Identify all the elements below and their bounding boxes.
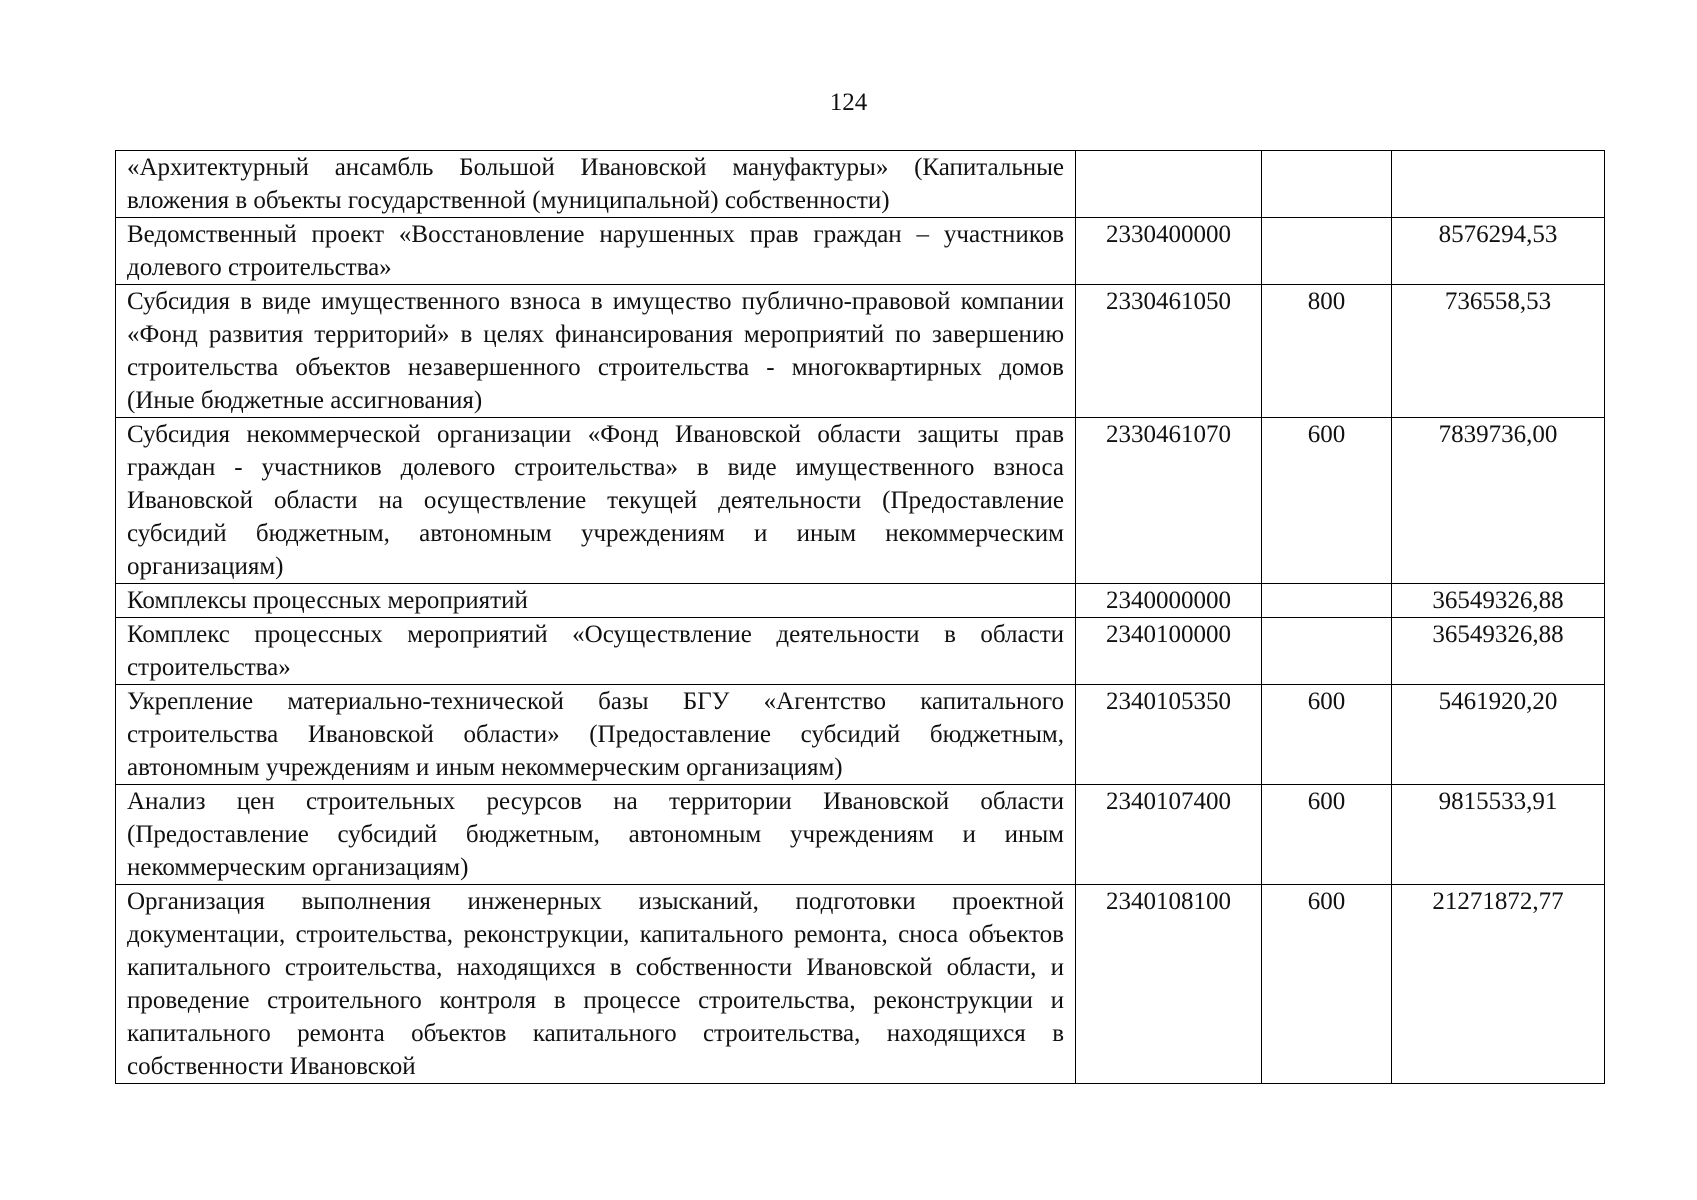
row-target-code: 2330400000 [1076,218,1262,285]
row-expense-type: 600 [1262,418,1392,584]
table-row [116,285,1605,418]
table-row [116,785,1605,885]
row-amount: 21271872,77 [1392,885,1605,1084]
table-row [116,618,1605,685]
table-row [116,218,1605,285]
row-expense-type: 600 [1262,785,1392,885]
row-description: Субсидия в виде имущественного взноса в имущество публично-правовой компании «Фонд развития территорий» в целях финансирования мероприятий по завершению строительства объектов незавершенного строительства - многоквартирных домов (Иные бюджетные ассигнования) [116,285,1076,418]
row-expense-type [1262,618,1392,685]
row-expense-type [1262,584,1392,618]
row-expense-type: 800 [1262,285,1392,418]
row-description: Ведомственный проект «Восстановление нарушенных прав граждан – участников долевого строительства» [116,218,1076,285]
budget-table [115,150,1605,1084]
table-row [116,151,1605,218]
row-target-code: 2340108100 [1076,885,1262,1084]
page-number: 124 [829,89,868,116]
row-description: Субсидия некоммерческой организации «Фонд Ивановской области защиты прав граждан - участников долевого строительства» в виде имущественного взноса Ивановской области на осуществление текущей деятельности (Предоставление субсидий бюджетным, автономным учреждениям и иным некоммерческим организациям) [116,418,1076,584]
row-target-code [1076,151,1262,218]
table-row [116,685,1605,785]
row-target-code: 2340107400 [1076,785,1262,885]
row-target-code: 2330461070 [1076,418,1262,584]
row-description: Организация выполнения инженерных изысканий, подготовки проектной документации, строительства, реконструкции, капитального ремонта, сноса объектов капитального строительства, находящихся в собственности Ивановской области, и проведение строительного контроля в процессе строительства, реконструкции и капитального ремонта объектов капитального строительства, находящихся в собственности Ивановской [116,885,1076,1084]
row-amount: 36549326,88 [1392,584,1605,618]
row-target-code: 2340105350 [1076,685,1262,785]
row-description: Комплексы процессных мероприятий [116,584,1076,618]
table-row [116,418,1605,584]
row-expense-type [1262,218,1392,285]
row-amount: 36549326,88 [1392,618,1605,685]
row-target-code: 2340000000 [1076,584,1262,618]
row-amount [1392,151,1605,218]
row-amount: 8576294,53 [1392,218,1605,285]
row-description: Укрепление материально-технической базы БГУ «Агентство капитального строительства Ивановской области» (Предоставление субсидий бюджетным, автономным учреждениям и иным некоммерческим организациям) [116,685,1076,785]
row-amount: 736558,53 [1392,285,1605,418]
row-description: Комплекс процессных мероприятий «Осуществление деятельности в области строительства» [116,618,1076,685]
row-target-code: 2340100000 [1076,618,1262,685]
table-row [116,584,1605,618]
row-amount: 7839736,00 [1392,418,1605,584]
row-expense-type: 600 [1262,685,1392,785]
row-expense-type: 600 [1262,885,1392,1084]
row-description: «Архитектурный ансамбль Большой Ивановской мануфактуры» (Капитальные вложения в объекты государственной (муниципальной) собственности) [116,151,1076,218]
row-expense-type [1262,151,1392,218]
row-amount: 9815533,91 [1392,785,1605,885]
row-target-code: 2330461050 [1076,285,1262,418]
table-row [116,885,1605,1084]
row-description: Анализ цен строительных ресурсов на территории Ивановской области (Предоставление субсидий бюджетным, автономным учреждениям и иным некоммерческим организациям) [116,785,1076,885]
row-amount: 5461920,20 [1392,685,1605,785]
